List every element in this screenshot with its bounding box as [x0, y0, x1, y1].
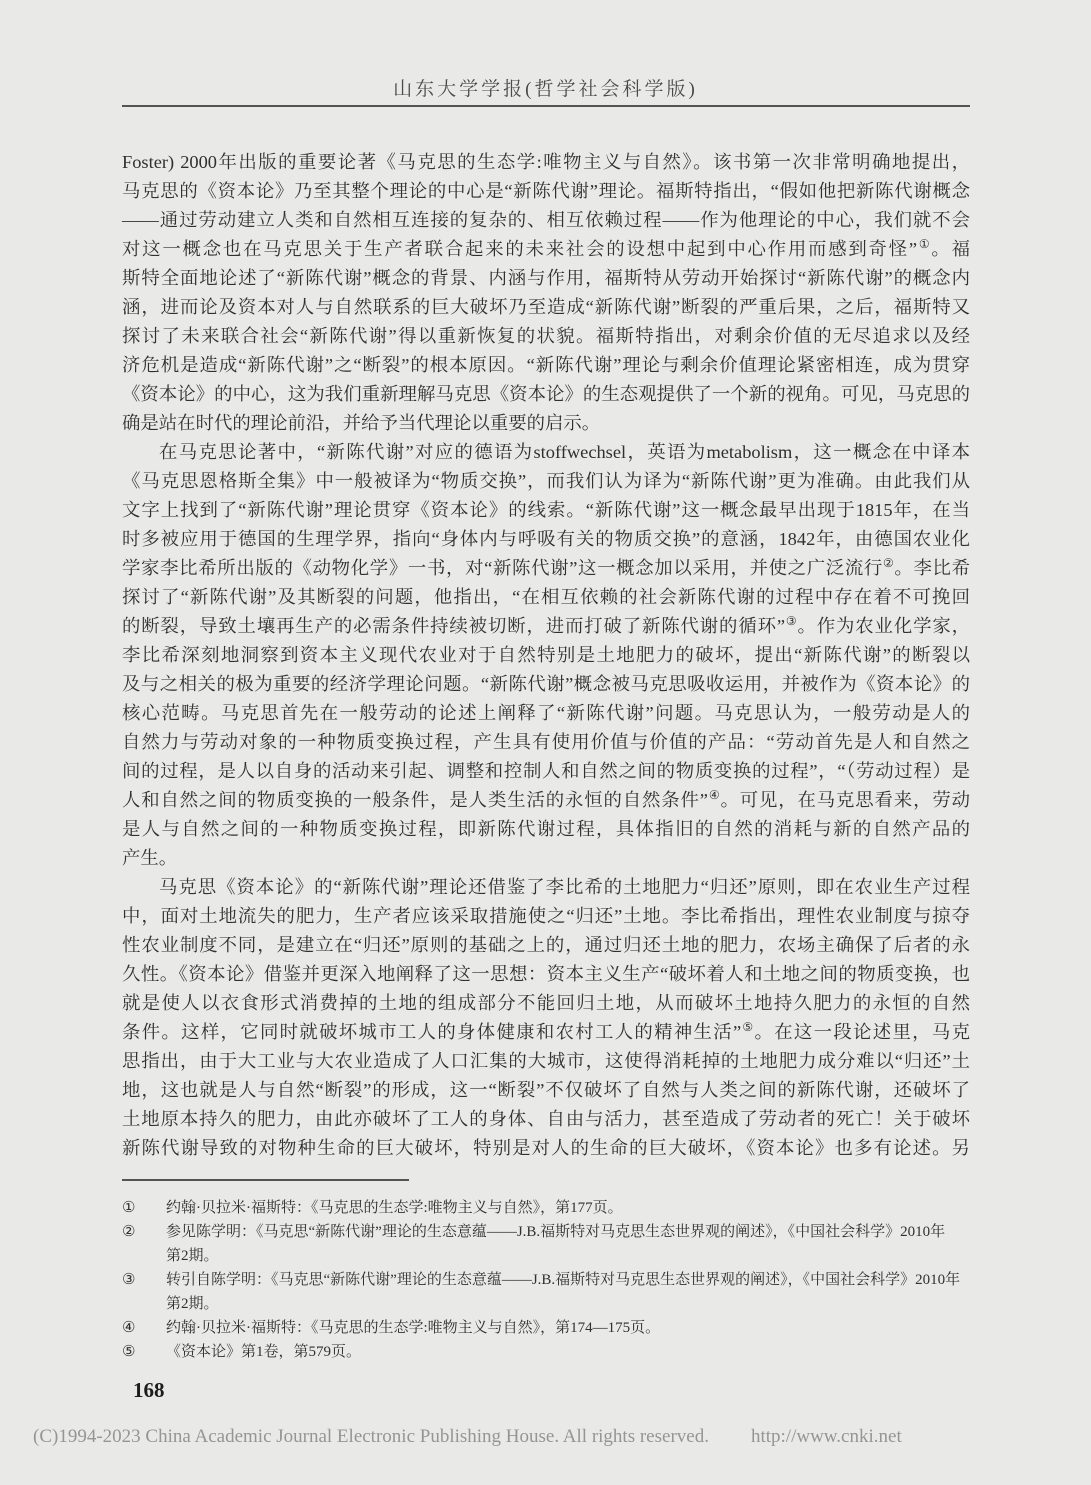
body-text-line: 李比希深刻地洞察到资本主义现代农业对于自然特别是土地肥力的破坏，提出“新陈代谢”的断裂以	[122, 645, 970, 665]
body-text-line: 土地原本持久的肥力，由此亦破坏了工人的身体、自由与活力，甚至造成了劳动者的死亡！关于破坏	[122, 1109, 970, 1129]
journal-title: 山东大学学报(哲学社会科学版)	[393, 79, 698, 100]
body-text-line: 文字上找到了“新陈代谢”理论贯穿《资本论》的线索。“新陈代谢”这一概念最早出现于1815年，在当	[122, 500, 970, 520]
footnote-text-line: 转引自陈学明：《马克思“新陈代谢”理论的生态意蕴——J.B.福斯特对马克思生态世界观的阐述》，《中国社会科学》2010年	[166, 1272, 961, 1288]
footnote-marker: ①	[122, 1200, 136, 1216]
body-text-line: 马克思《资本论》的“新陈代谢”理论还借鉴了李比希的土地肥力“归还”原则，即在农业生产过程	[159, 877, 970, 897]
footnote-item	[122, 1220, 1022, 1268]
footnote-separator	[122, 1179, 409, 1181]
footnote-item	[122, 1316, 1022, 1340]
body-text-line: 探讨了未来联合社会“新陈代谢”得以重新恢复的状貌。福斯特指出，对剩余价值的无尽追求以及经	[122, 326, 970, 346]
body-text-line: 是人与自然之间的一种物质变换过程，即新陈代谢过程，具体指旧的自然的消耗与新的自然产品的	[122, 819, 970, 839]
body-text-line: 人和自然之间的物质变换的一般条件，是人类生活的永恒的自然条件”④。可见，在马克思看来，劳动	[122, 787, 970, 810]
body-text-line: 及与之相关的极为重要的经济学理论问题。“新陈代谢”概念被马克思吸收运用，并被作为《资本论》的	[122, 674, 970, 694]
body-text-line: 就是使人以衣食形式消费掉的土地的组成部分不能回归土地，从而破坏土地持久肥力的永恒的自然	[122, 993, 970, 1013]
body-text-line: 时多被应用于德国的生理学界，指向“身体内与呼吸有关的物质交换”的意涵，1842年，由德国农业化	[122, 529, 970, 549]
body-text-line: 马克思的《资本论》乃至其整个理论的中心是“新陈代谢”理论。福斯特指出，“假如他把新陈代谢概念	[122, 181, 970, 201]
body-text-line: 地，这也就是人与自然“断裂”的形成，这一“断裂”不仅破坏了自然与人类之间的新陈代谢，还破坏了	[122, 1080, 970, 1100]
body-text-line: 的断裂，导致土壤再生产的必需条件持续被切断，进而打破了新陈代谢的循环”③。作为农业化学家，	[122, 613, 970, 636]
footnote-text-line: 《资本论》第1卷，第579页。	[166, 1344, 362, 1360]
body-text-line: 探讨了“新陈代谢”及其断裂的问题，他指出，“在相互依赖的社会新陈代谢的过程中存在着不可挽回	[122, 587, 970, 607]
body-text-line: 自然力与劳动对象的一种物质变换过程，产生具有使用价值与价值的产品：“劳动首先是人和自然之	[122, 732, 970, 752]
footnote-text-line: 第2期。	[166, 1296, 219, 1312]
body-text-line: 久性。《资本论》借鉴并更深入地阐释了这一思想：资本主义生产“破坏着人和土地之间的物质变换，也	[122, 964, 970, 984]
cnki-footer	[33, 1426, 902, 1448]
footnote-marker: ④	[122, 1320, 136, 1336]
footnote-marker: ⑤	[122, 1344, 136, 1360]
header-rule	[122, 105, 970, 107]
body-text-line: 间的过程，是人以自身的活动来引起、调整和控制人和自然之间的物质变换的过程”，“（劳动过程）是	[122, 761, 970, 781]
body-text-line: 在马克思论著中，“新陈代谢”对应的德语为stoffwechsel，英语为metabolism，这一概念在中译本	[159, 442, 970, 462]
footnote-text-line: 参见陈学明：《马克思“新陈代谢”理论的生态意蕴——J.B.福斯特对马克思生态世界观的阐述》，《中国社会科学》2010年	[166, 1224, 946, 1240]
footnote-item	[122, 1340, 1022, 1364]
footnote-item	[122, 1268, 1022, 1316]
footnote-text	[166, 1220, 1022, 1268]
body-text-line: 学家李比希所出版的《动物化学》一书，对“新陈代谢”这一概念加以采用，并使之广泛流行②。李比希	[122, 555, 970, 578]
footnote-text-line: 约翰·贝拉米·福斯特：《马克思的生态学:唯物主义与自然》，第177页。	[166, 1200, 623, 1216]
footnote-text	[166, 1196, 1022, 1220]
body-text-line: 斯特全面地论述了“新陈代谢”概念的背景、内涵与作用，福斯特从劳动开始探讨“新陈代谢”的概念内	[122, 268, 970, 288]
body-text-line: 新陈代谢导致的对物种生命的巨大破坏，特别是对人的生命的巨大破坏，《资本论》也多有论述。另	[122, 1138, 970, 1158]
footnotes	[122, 1196, 1022, 1364]
body-text-line: 中，面对土地流失的肥力，生产者应该采取措施使之“归还”土地。李比希指出，理性农业制度与掠夺	[122, 906, 970, 926]
footnote-item	[122, 1196, 1022, 1220]
footnote-marker: ③	[122, 1272, 136, 1288]
footnote-text	[166, 1268, 1022, 1316]
footnote-marker: ②	[122, 1224, 136, 1240]
body-text-line: 济危机是造成“新陈代谢”之“断裂”的根本原因。“新陈代谢”理论与剩余价值理论紧密相连，成为贯穿	[122, 355, 970, 375]
body-text-line: 性农业制度不同，是建立在“归还”原则的基础之上的，通过归还土地的肥力，农场主确保了后者的永	[122, 935, 970, 955]
body-text-line: 产生。	[122, 848, 178, 868]
footnote-text	[166, 1316, 1022, 1340]
body-text-line: 思指出，由于大工业与大农业造成了人口汇集的大城市，这使得消耗掉的土地肥力成分难以“归还”土	[122, 1051, 970, 1071]
body-text-line: 《马克思恩格斯全集》中一般被译为“物质交换”，而我们认为译为“新陈代谢”更为准确。由此我们从	[122, 471, 970, 491]
body-text-line: 核心范畴。马克思首先在一般劳动的论述上阐释了“新陈代谢”问题。马克思认为，一般劳动是人的	[122, 703, 970, 723]
page-number: 168	[133, 1378, 165, 1402]
body-text-line: ——通过劳动建立人类和自然相互连接的复杂的、相互依赖过程——作为他理论的中心，我们就不会	[122, 210, 970, 230]
body-text-line: 《资本论》的中心，这为我们重新理解马克思《资本论》的生态观提供了一个新的视角。可见，马克思的	[122, 384, 970, 404]
footnote-text-line: 约翰·贝拉米·福斯特：《马克思的生态学:唯物主义与自然》，第174—175页。	[166, 1320, 661, 1336]
body-text-line: 条件。这样，它同时就破坏城市工人的身体健康和农村工人的精神生活”⑤。在这一段论述里，马克	[122, 1019, 970, 1042]
article-body	[122, 148, 970, 1163]
body-text-line: 确是站在时代的理论前沿，并给予当代理论以重要的启示。	[122, 413, 601, 433]
footnote-text-line: 第2期。	[166, 1248, 219, 1264]
footnote-text	[166, 1340, 1022, 1364]
body-text-line: Foster) 2000年出版的重要论著《马克思的生态学:唯物主义与自然》。该书第一次非常明确地提出，	[122, 152, 970, 172]
body-text-line: 涵，进而论及资本对人与自然联系的巨大破坏乃至造成“新陈代谢”断裂的严重后果，之后，福斯特又	[122, 297, 970, 317]
body-text-line: 对这一概念也在马克思关于生产者联合起来的未来社会的设想中起到中心作用而感到奇怪”①。福	[122, 236, 970, 259]
copyright-text: (C)1994-2023 China Academic Journal Electronic Publishing House. All rights reserved.	[33, 1426, 709, 1447]
cnki-url[interactable]: http://www.cnki.net	[750, 1426, 902, 1447]
